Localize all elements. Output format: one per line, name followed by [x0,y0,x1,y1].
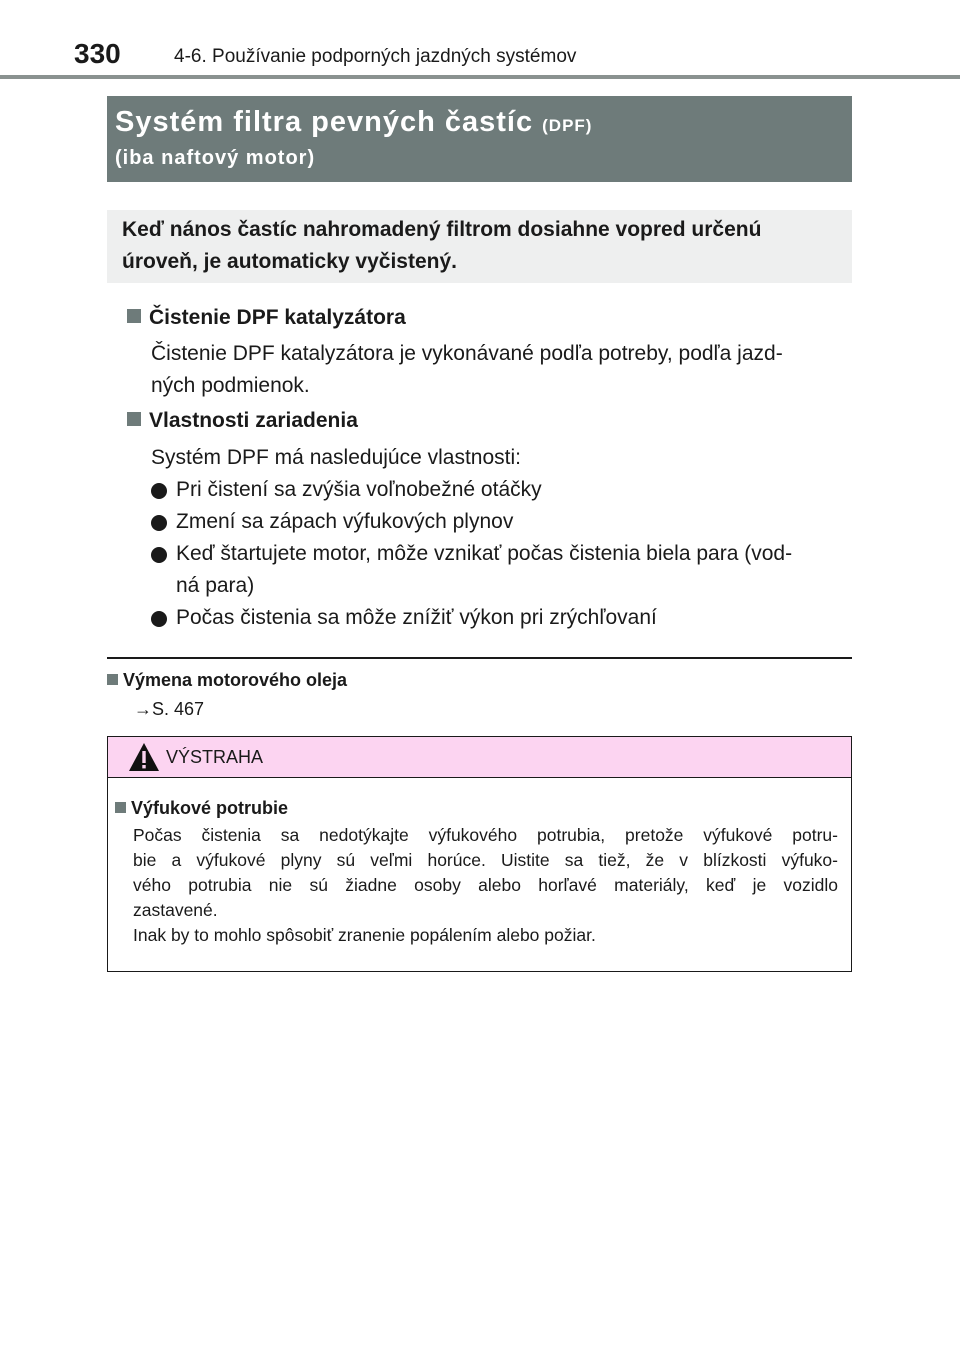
note-heading [107,668,347,692]
warning-line: bie a výfukové plyny sú veľmi horúce. Uistite sa tiež, že v blízkosti výfuko- [133,850,838,870]
features-heading [127,406,358,436]
features-heading-text: Vlastnosti zariadenia [149,409,358,432]
list-item [151,602,841,634]
square-bullet-icon [115,802,126,813]
warning-header [108,737,851,778]
section-title [115,102,592,146]
square-bullet-icon [127,309,141,323]
warning-triangle-icon [128,742,160,772]
section-banner [107,96,852,182]
warning-line: vého potrubia nie sú žiadne osoby alebo horľavé materiály, keď je vozidlo [133,875,838,895]
bullet-dot-icon [151,515,167,531]
warning-label: VÝSTRAHA [166,747,264,767]
page-number: 330 [74,38,121,69]
bullet-dot-icon [151,611,167,627]
warning-subheading-text: Výfukové potrubie [131,798,289,818]
summary-line: Keď nános častíc nahromadený filtrom dosiahne vopred určenú [122,218,762,241]
header-rule [0,75,960,79]
cleaning-paragraph [151,338,841,402]
list-item-text: Pri čistení sa zvýšia voľnobežné otáčky [176,478,542,501]
square-bullet-icon [127,412,141,426]
list-item [151,506,841,538]
list-item [151,474,841,506]
bullet-dot-icon [151,547,167,563]
section-title-suffix: (DPF) [542,116,593,135]
warning-box [107,736,852,972]
list-item-text: Počas čistenia sa môže znížiť výkon pri zrýchľovaní [176,606,657,629]
section-subtitle: (iba naftový motor) [115,147,316,169]
summary-line: úroveň, je automaticky vyčistený. [122,250,457,273]
chapter-title: 4-6. Používanie podporných jazdných systémov [174,46,577,67]
summary-box [107,210,852,283]
paragraph-line: Čistenie DPF katalyzátora je vykonávané podľa potreby, podľa jazd- [151,342,783,365]
note-heading-text: Výmena motorového oleja [123,670,348,690]
cleaning-heading [127,303,406,333]
cleaning-heading-text: Čistenie DPF katalyzátora [149,306,406,329]
bullet-dot-icon [151,483,167,499]
section-title-text: Systém filtra pevných častíc [115,106,534,138]
paragraph-line: ných podmienok. [151,374,310,397]
warning-final-line: Inak by to mohlo spôsobiť zranenie popálením alebo požiar. [133,925,596,945]
list-item-text: Keď štartujete motor, môže vznikať počas čistenia biela para (vod- [176,542,793,565]
page-reference: →S. 467 [134,699,205,719]
list-item [151,538,841,602]
warning-text [133,823,838,948]
features-intro: Systém DPF má nasledujúce vlastnosti: [151,446,521,469]
list-item-text: Zmení sa zápach výfukových plynov [176,510,514,533]
divider [107,657,852,659]
warning-line: zastavené. [133,900,218,920]
square-bullet-icon [107,674,118,685]
list-item-text: ná para) [176,574,255,597]
warning-subheading [115,796,288,820]
warning-line: Počas čistenia sa nedotýkajte výfukového potrubia, pretože výfukové potru- [133,825,838,845]
